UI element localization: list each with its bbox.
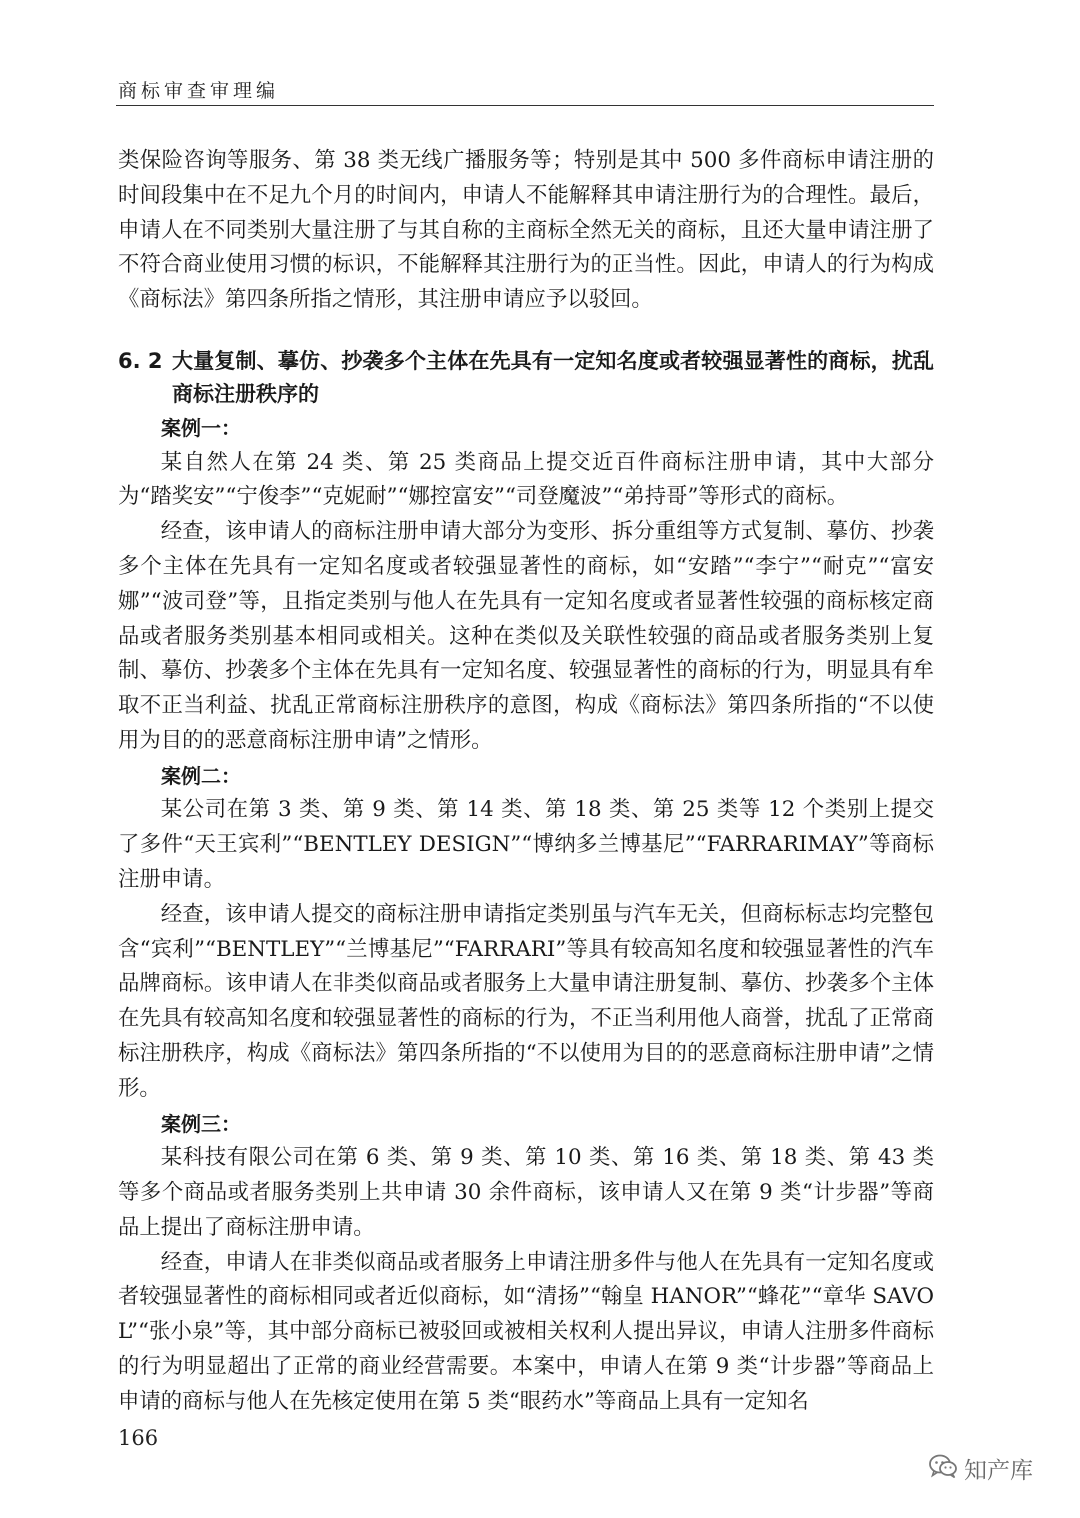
page-body (118, 144, 934, 1419)
wechat-icon (928, 1453, 958, 1485)
case-paragraph: 经查，该申请人提交的商标注册申请指定类别虽与汽车无关，但商标标志均完整包含“宾利”“BENTLEY”“兰博基尼”“FARRARI”等具有较高知名度和较强显著性的汽车品牌商标。该申请人在非类似商品或者服务上大量申请注册复制、摹仿、抄袭多个主体在先具有较高知名度和较强显著性的商标的行为，不正当利用他人商誉，扰乱了正常商标注册秩序，构成《商标法》第四条所指的“不以使用为目的的恶意商标注册申请”之情形。 (118, 901, 934, 1101)
case-paragraph: 经查，申请人在非类似商品或者服务上申请注册多件与他人在先具有一定知名度或者较强显著性的商标相同或者近似商标，如“清扬”“翰皇 HANOR”“蜂花”“章华 SAVOL”“张小泉”等，其中部分商标已被驳回或被相关权利人提出异议，申请人注册多件商标的行为明显超出了正常的商业经营需要。本案中，申请人在第 9 类“计步器”等商品上申请的商标与他人在先核定使用在第 5 类“眼药水”等商品上具有一定知名 (118, 1249, 934, 1414)
intro-paragraph: 类保险咨询等服务、第 38 类无线广播服务等；特别是其中 500 多件商标申请注册的时间段集中在不足九个月的时间内，申请人不能解释其申请注册行为的合理性。最后，申请人在不同类别大量注册了与其自称的主商标全然无关的商标，且还大量申请注册了不符合商业使用习惯的标识，不能解释其注册行为的正当性。因此，申请人的行为构成《商标法》第四条所指之情形，其注册申请应予以驳回。 (118, 148, 934, 313)
watermark (928, 1452, 1033, 1485)
watermark-text: 知产库 (964, 1458, 1033, 1484)
section-title: 大量复制、摹仿、抄袭多个主体在先具有一定知名度或者较强显著性的商标，扰乱商标注册秩序的 (172, 348, 934, 406)
case-label: 案例二： (161, 763, 241, 788)
page-number: 166 (118, 1426, 159, 1450)
case-paragraph: 某自然人在第 24 类、第 25 类商品上提交近百件商标注册申请，其中大部分为“踏奖安”“宁俊李”“克妮耐”“娜控富安”“司登魔波”“弟持哥”等形式的商标。 (118, 449, 934, 510)
case-label: 案例三： (161, 1111, 241, 1136)
case-label: 案例一： (161, 415, 241, 440)
header-rule (116, 105, 934, 106)
section-heading (118, 345, 934, 411)
case-paragraph: 某科技有限公司在第 6 类、第 9 类、第 10 类、第 16 类、第 18 类、第 43 类等多个商品或者服务类别上共申请 30 余件商标，该申请人又在第 9 类“计步器”等商品上提出了商标注册申请。 (118, 1145, 934, 1240)
case-paragraph: 经查，该申请人的商标注册申请大部分为变形、拆分重组等方式复制、摹仿、抄袭多个主体在先具有一定知名度或者较强显著性的商标，如“安踏”“李宁”“耐克”“富安娜”“波司登”等，且指定类别与他人在先具有一定知名度或者显著性较强的商标核定商品或者服务类别基本相同或相关。这种在类似及关联性较强的商品或者服务类别上复制、摹仿、抄袭多个主体在先具有一定知名度、较强显著性的商标的行为，明显具有牟取不正当利益、扰乱正常商标注册秩序的意图，构成《商标法》第四条所指的“不以使用为目的的恶意商标注册申请”之情形。 (118, 519, 934, 753)
running-header: 商标审查审理编 (118, 80, 280, 102)
section-number: 6. 2 (118, 348, 163, 373)
case-paragraph: 某公司在第 3 类、第 9 类、第 14 类、第 18 类、第 25 类等 12 个类别上提交了多件“天王宾利”“BENTLEY DESIGN”“博纳多兰博基尼”“FARRARIMAY”等商标注册申请。 (118, 797, 934, 892)
